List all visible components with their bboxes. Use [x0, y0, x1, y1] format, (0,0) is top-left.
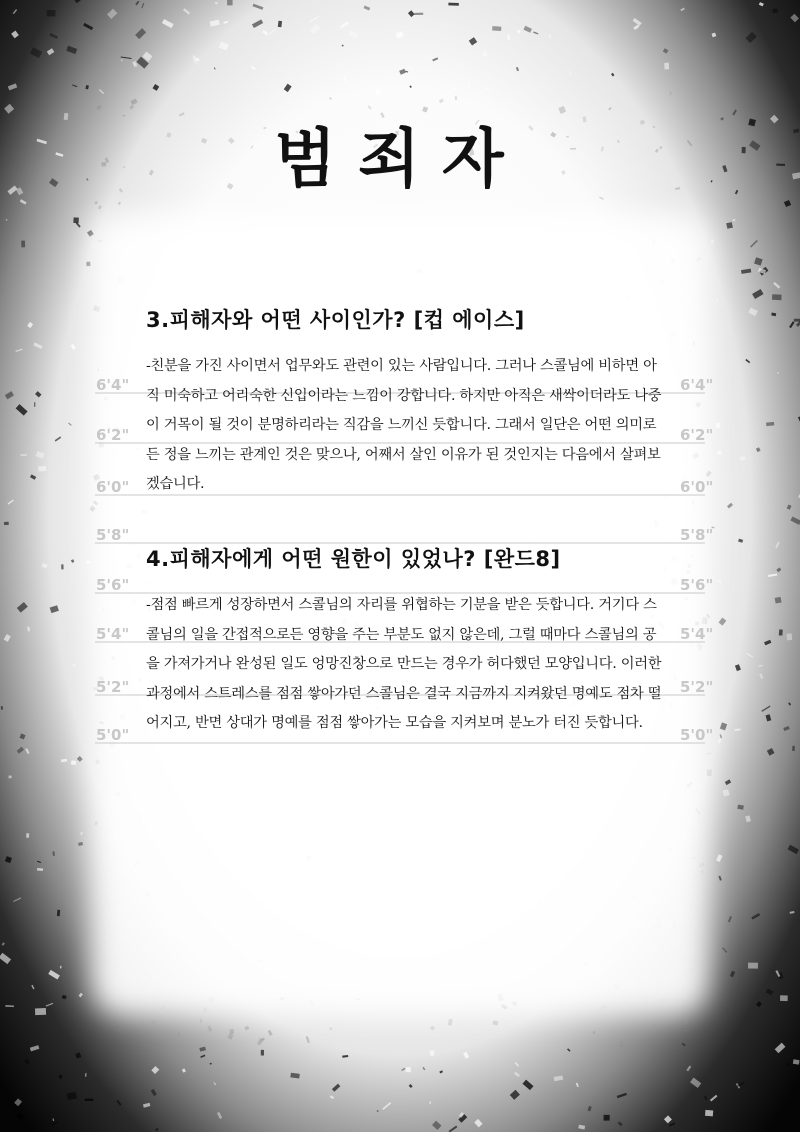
height-mark-left: 5'2"	[96, 678, 130, 696]
height-mark-right: 5'4"	[680, 625, 714, 643]
height-mark-right: 5'2"	[680, 678, 714, 696]
height-mark-left: 6'4"	[96, 376, 130, 394]
height-mark-right: 5'6"	[680, 576, 714, 594]
ruler-line	[95, 742, 705, 744]
section-3-body: -친분을 가진 사이면서 업무와도 관련이 있는 사람입니다. 그러나 스콜님에 비하면 아직 미숙하고 어리숙한 신입이라는 느낌이 강합니다. 하지만 아직은 새싹이더라도 나중이 거목이 될 것이 분명하리라는 직감을 느끼신 듯합니다. 그래서 일단은 어떤 의미로든 정을 느끼는 관계인 것은 맞으나, 어째서 살인 이유가 된 것인지는 다음에서 살펴보겠습니다.	[146, 358, 662, 492]
height-mark-left: 6'0"	[96, 478, 130, 496]
height-mark-left: 5'4"	[96, 625, 130, 643]
height-mark-left: 5'0"	[96, 726, 130, 744]
height-mark-left: 6'2"	[96, 426, 130, 444]
section-3-heading: 3.피해자와 어떤 사이인가? [컵 에이스]	[146, 308, 525, 332]
height-mark-right: 5'0"	[680, 726, 714, 744]
section-4-body: -점점 빠르게 성장하면서 스콜님의 자리를 위협하는 기분을 받은 듯합니다. 거기다 스콜님의 일을 간접적으로든 영향을 주는 부분도 없지 않은데, 그럴 때마다 스콜님의 공을 가져가거나 완성된 일도 엉망진창으로 만드는 경우가 허다했던 모양입니다. 이러한 과정에서 스트레스를 점점 쌓아가던 스콜님은 결국 지금까지 지켜왔던 명예도 점차 떨어지고, 반면 상대가 명예를 점점 쌓아가는 모습을 지켜보며 분노가 터진 듯합니다.	[146, 597, 662, 731]
section-4-heading: 4.피해자에게 어떤 원한이 있었나? [완드8]	[146, 547, 561, 571]
page-title: 범죄자	[274, 123, 526, 197]
height-mark-left: 5'6"	[96, 576, 130, 594]
height-mark-right: 6'4"	[680, 376, 714, 394]
height-mark-right: 5'8"	[680, 526, 714, 544]
height-mark-left: 5'8"	[96, 526, 130, 544]
height-mark-right: 6'0"	[680, 478, 714, 496]
height-mark-right: 6'2"	[680, 426, 714, 444]
